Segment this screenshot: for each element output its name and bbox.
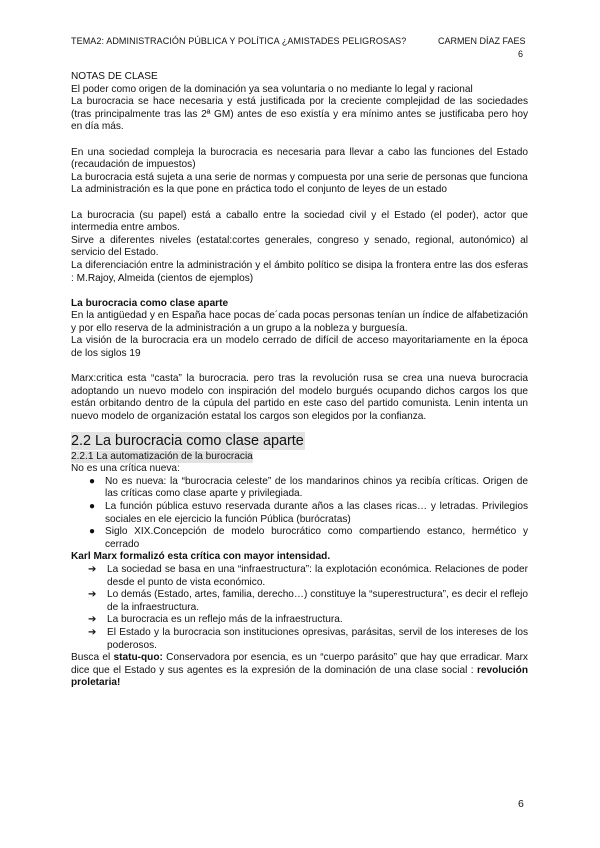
bullet-item: [71, 476, 528, 501]
section-intro: No es una crítica nueva:: [71, 463, 180, 475]
arrow-text: El Estado y la burocracia son instituciones opresivas, parásitas, servil de los intereses de los poderosos.: [107, 626, 528, 651]
notes-paragraph: El poder como origen de la dominación ya sea voluntaria o no mediante lo legal y racional: [71, 83, 473, 95]
bullet-text: Siglo XIX.Concepción de modelo burocrático como compartiendo estanco, hermético y cerrado: [105, 526, 528, 550]
arrow-item: [71, 614, 528, 627]
notes-paragraph: La burocracia está sujeta a una serie de normas y compuesta por una serie de personas que funciona: [71, 171, 528, 183]
notes-paragraph: La burocracia (su papel) está a caballo entre la sociedad civil y el Estado (el poder), actor que intermedia entre ambos.: [71, 209, 528, 234]
notes-paragraph: La administración es la que pone en práctica todo el conjunto de leyes de un estado: [71, 184, 447, 196]
final-bold-statu-quo: statu-quo:: [113, 652, 163, 664]
arrow-item: [71, 627, 528, 652]
clase-paragraph: La visión de la burocracia era un modelo cerrado de difícil de acceso mayoritariamente en la época de los siglos 19: [71, 335, 528, 360]
bullet-icon: ●: [89, 526, 96, 538]
arrow-right-icon: ➔: [88, 589, 97, 601]
header-title: TEMA2: ADMINISTRACIÓN PÚBLICA Y POLÍTICA ¿AMISTADES PELIGROSAS?: [71, 36, 407, 46]
arrow-text: Lo demás (Estado, artes, familia, derecho…) constituye la “superestructura”, es decir el reflejo de la infraestructura.: [107, 589, 528, 613]
notes-paragraph: En una sociedad compleja la burocracia es necesaria para llevar a cabo las funciones del Estado (recaudación de impuestos): [71, 146, 528, 171]
header-author: CARMEN DÍAZ FAES: [438, 36, 526, 46]
bullet-item: [71, 501, 528, 526]
notes-paragraph: La burocracia se hace necesaria y está justificada por la creciente complejidad de las sociedades (tras principalmente tras las 2ª GM) antes de eso existía y era mínimo antes se justificaba pero hoy en día más.: [71, 96, 528, 133]
bullet-item: [71, 526, 528, 551]
arrow-right-icon: ➔: [88, 626, 97, 638]
footer-page-number: 6: [518, 798, 524, 810]
clase-paragraph: En la antigüedad y en España hace pocas de´cada pocas personas tenían un índice de alfabetización y por ello reserva de la administración a un grupo a la nobleza y burguesía.: [71, 310, 528, 334]
header-page-number: 6: [518, 49, 524, 59]
arrow-text: La sociedad se basa en una “infraestructura”: la explotación económica. Relaciones de poder desde el punto de vista económico.: [107, 563, 528, 588]
bullet-icon: ●: [89, 475, 96, 487]
final-text: Conservadora por esencia, es un “cuerpo parásito” que hay que erradicar. Marx dice que el Estado y sus agentes es la expresión de la dominación de una clase social :: [71, 652, 528, 676]
notes-paragraph: La diferenciación entre la administración y el ámbito político se disipa la frontera entre las dos esferas : M.Rajoy, Almeida (cientos de ejemplos): [71, 259, 528, 284]
arrow-text: La burocracia es un reflejo más de la infraestructura.: [107, 614, 343, 626]
clase-paragraph: Marx:critica esta “casta” la burocracia. pero tras la revolución rusa se crea una nueva burocracia adoptando un nuevo modelo con inspiración del modelo burgués ocupando dichos cargos los que están orbitando dentro de la cúpula del partido en este caso del partido comunista. Lenin intenta un nuevo modelo de organización estatal los cargos son elegidos por la confianza.: [71, 373, 528, 423]
arrow-list: [71, 564, 528, 652]
bullet-text: La función pública estuvo reservada durante años a las clases ricas… y letradas. Privilegios sociales en ele ejercicio la función Pública (burócratas): [105, 501, 528, 525]
arrow-right-icon: ➔: [88, 614, 97, 626]
final-paragraph: [71, 652, 528, 690]
bullet-icon: ●: [89, 501, 96, 512]
arrow-item: [71, 564, 528, 589]
final-text: Busca el: [71, 652, 114, 664]
document-body: [71, 71, 528, 690]
notes-heading: NOTAS DE CLASE: [71, 71, 158, 82]
section-heading: 2.2 La burocracia como clase aparte: [71, 432, 304, 449]
bullet-text: No es nueva: la “burocracia celeste” de los mandarinos chinos ya recibía críticas. Origen de las críticas como clase aparte y privilegiada.: [105, 475, 528, 500]
notes-paragraph: Sirve a diferentes niveles (estatal:cortes generales, congreso y senado, regional, autonómico) al servicio del Estado.: [71, 234, 528, 259]
subsection-heading: 2.2.1 La automatización de la burocracia: [71, 450, 253, 462]
bullet-list: [71, 476, 528, 552]
marx-heading: Karl Marx formalizó esta crítica con mayor intensidad.: [71, 551, 331, 563]
clase-heading: La burocracia como clase aparte: [71, 297, 229, 309]
final-bold-revolucion: revolución proletaria!: [71, 664, 528, 689]
arrow-right-icon: ➔: [88, 563, 97, 575]
arrow-item: [71, 589, 528, 614]
